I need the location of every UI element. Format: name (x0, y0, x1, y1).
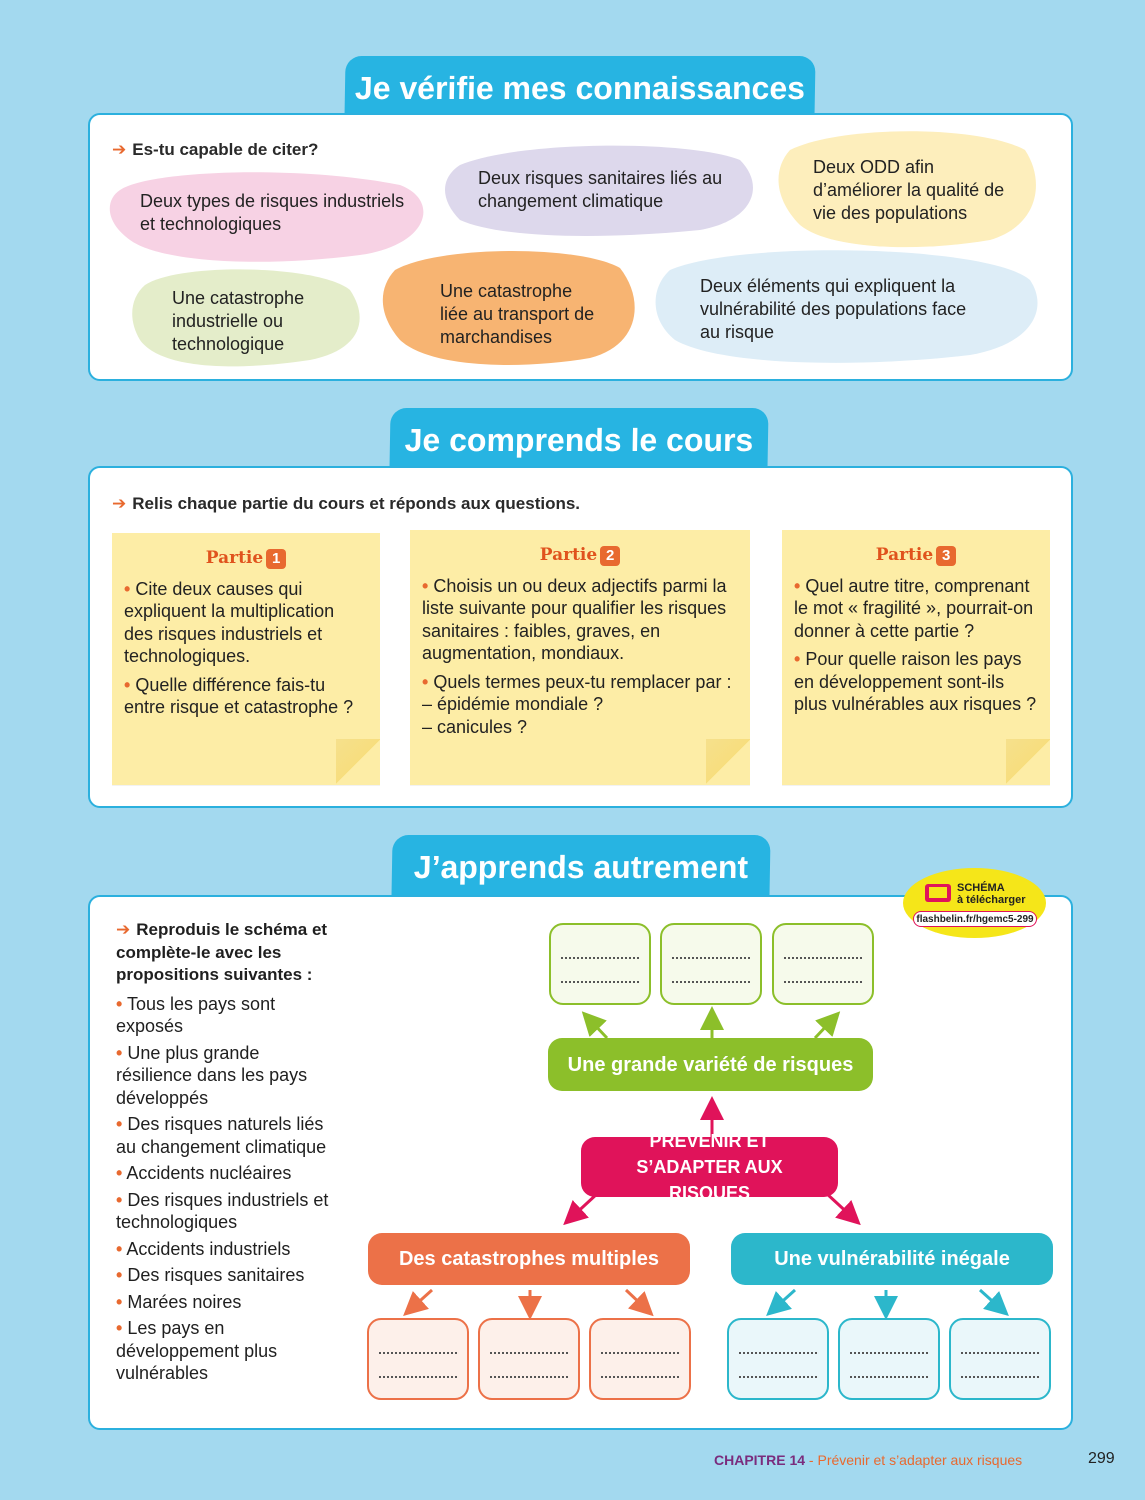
blank-box-teal-1[interactable] (727, 1318, 829, 1400)
arrow-teal-left (775, 1290, 795, 1308)
blank-box-orange-1[interactable] (367, 1318, 469, 1400)
arrow-icon: ➔ (112, 494, 127, 513)
footer-chapter-title: Prévenir et s’adapter aux risques (817, 1452, 1023, 1468)
proposition-item: • Une plus grande résilience dans les pays développés (116, 1042, 308, 1108)
blank-box-teal-2[interactable] (838, 1318, 940, 1400)
proposition-item: • Des risques naturels liés au changement climatique (116, 1114, 327, 1157)
proposition-item: • Les pays en développement plus vulnérables (116, 1318, 278, 1383)
arrow-green-left (590, 1020, 607, 1038)
blank-box-orange-3[interactable] (589, 1318, 691, 1400)
arrow-orange-left (412, 1290, 432, 1308)
schema-sublabel: à télécharger (957, 894, 1026, 906)
arrow-teal-right (980, 1290, 1000, 1308)
replace-term-2: – canicules ? (422, 716, 528, 737)
pill-right: Une vulnérabilité inégale (731, 1233, 1053, 1285)
arrow-pink-right (826, 1193, 852, 1217)
part-note-1: Partie 1 • Cite deux causes qui expliquent la multiplication des risques industriels et technologiques. • Quelle différence fais-tu entre risque et catastrophe ? (112, 533, 380, 785)
bubble-text-1: Deux types de risques industriels et technologiques (140, 191, 405, 234)
blank-box-orange-2[interactable] (478, 1318, 580, 1400)
bullet-icon: • (794, 649, 801, 669)
knowledge-instruction: ➔ Es-tu capable de citer? (112, 140, 319, 159)
schema-link[interactable]: flashbelin.fr/hgemc5-299 (913, 911, 1037, 927)
bubble-text-4: Une catastrophe industrielle ou technologique (172, 287, 305, 354)
proposition-item: • Accidents nucléaires (116, 1163, 292, 1183)
pill-left: Des catastrophes multiples (368, 1233, 690, 1285)
proposition-item: • Marées noires (116, 1291, 242, 1312)
learn-instruction: ➔ Reproduis le schéma et complète-le avec les propositions suivantes : (116, 920, 328, 984)
arrow-orange-right (626, 1290, 645, 1308)
proposition-item: • Des risques sanitaires (116, 1265, 305, 1285)
bubble-text-5: Une catastrophe liée au transport de marchandises (440, 280, 595, 347)
footer (714, 1452, 1022, 1468)
pill-center: PRÉVENIR ET S’ADAPTER AUX RISQUES (581, 1137, 838, 1197)
part-heading-2: Partie 2 (422, 544, 738, 567)
bubble-text-2: Deux risques sanitaires liés au changement climatique (478, 168, 723, 211)
replace-term-1: – épidémie mondiale ? (422, 694, 604, 714)
schema-label: SCHÉMA (957, 882, 1005, 894)
blank-box-green-2[interactable] (660, 923, 762, 1005)
arrow-icon: ➔ (112, 140, 127, 159)
bullet-icon: • (124, 674, 131, 695)
blank-box-teal-3[interactable] (949, 1318, 1051, 1400)
part-heading-1: Partie 1 (124, 547, 368, 570)
pill-top: Une grande variété de risques (548, 1038, 873, 1091)
bullet-icon: • (422, 575, 429, 596)
footer-separator: - (805, 1452, 818, 1468)
proposition-item: • Accidents industriels (116, 1238, 291, 1259)
page-number: 299 (1088, 1450, 1115, 1467)
part-note-3: Partie 3 • Quel autre titre, comprenant le mot « fragilité », pourrait-on donner à cette partie ? • Pour quelle raison les pays en développement sont-ils plus vulnérables aux risques ? (782, 530, 1050, 785)
proposition-item: • Tous les pays sont exposés (116, 993, 276, 1036)
part-note-2: Partie 2 • Choisis un ou deux adjectifs parmi la liste suivante pour qualifier les risques sanitaires : faibles, graves, en augmentation, mondiaux. • Quels termes peux-tu remplacer par : – épidémie mondiale ? – canicules ? (410, 530, 750, 785)
arrow-icon: ➔ (116, 920, 131, 939)
blank-box-green-1[interactable] (549, 923, 651, 1005)
part-heading-3: Partie 3 (794, 544, 1038, 567)
section-title-knowledge-text: Je vérifie mes connaissances (354, 70, 806, 106)
blank-box-green-3[interactable] (772, 923, 874, 1005)
bullet-icon: • (794, 575, 801, 596)
section-title-course-text: Je comprends le cours (404, 422, 754, 458)
bubble-text-3: Deux ODD afin d’améliorer la qualité de vie des populations (813, 156, 1005, 223)
bullet-icon: • (124, 578, 131, 599)
bullet-icon: • (422, 671, 429, 692)
section-title-learn-text: J’apprends autrement (413, 849, 749, 885)
course-instruction: ➔ Relis chaque partie du cours et réponds aux questions. (112, 494, 581, 513)
bubble-text-6: Deux éléments qui expliquent la vulnérabilité des populations face au risque (700, 275, 967, 342)
proposition-item: • Des risques industriels et technologiques (116, 1189, 329, 1232)
footer-chapter: CHAPITRE 14 (714, 1452, 806, 1468)
arrow-green-right (815, 1020, 832, 1038)
